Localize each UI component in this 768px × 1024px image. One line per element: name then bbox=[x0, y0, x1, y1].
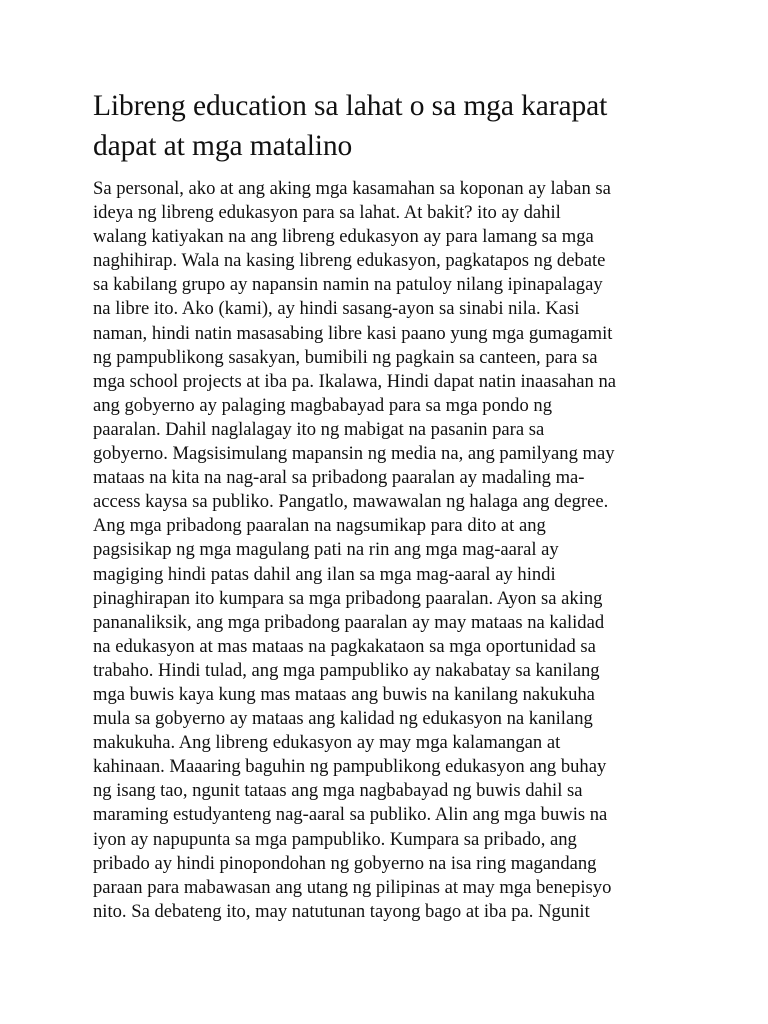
body-line: naman, hindi natin masasabing libre kasi paano yung mga gumagamit bbox=[93, 322, 613, 344]
body-line: ng isang tao, ngunit tataas ang mga nagbabayad ng buwis dahil sa bbox=[93, 780, 583, 802]
body-line: walang katiyakan na ang libreng edukasyon ay para lamang sa mga bbox=[93, 226, 594, 248]
document-body bbox=[93, 177, 693, 924]
body-line: mula sa gobyerno ay mataas ang kalidad ng edukasyon na kanilang bbox=[93, 708, 593, 730]
body-line: iyon ay napupunta sa mga pampubliko. Kumpara sa pribado, ang bbox=[93, 828, 577, 850]
body-line: pribado ay hindi pinopondohan ng gobyerno na isa ring magandang bbox=[93, 852, 597, 874]
title-line: Libreng education sa lahat o sa mga karapat bbox=[93, 90, 608, 122]
body-line: ideya ng libreng edukasyon para sa lahat. At bakit? ito ay dahil bbox=[93, 202, 561, 224]
body-line: na edukasyon at mas mataas na pagkakataon sa mga oportunidad sa bbox=[93, 635, 596, 657]
body-line: gobyerno. Magsisimulang mapansin ng media na, ang pamilyang may bbox=[93, 443, 615, 465]
body-line: paraan para mabawasan ang utang ng pilipinas at may mga benepisyo bbox=[93, 876, 612, 898]
body-line: sa kabilang grupo ay napansin namin na patuloy nilang ipinapalagay bbox=[93, 274, 603, 296]
body-line: pananaliksik, ang mga pribadong paaralan ay may mataas na kalidad bbox=[93, 611, 605, 633]
body-line: Sa personal, ako at ang aking mga kasamahan sa koponan ay laban sa bbox=[93, 178, 611, 199]
body-line: na libre ito. Ako (kami), ay hindi sasang-ayon sa sinabi nila. Kasi bbox=[93, 298, 580, 320]
body-line: magiging hindi patas dahil ang ilan sa mga mag-aaral ay hindi bbox=[93, 563, 556, 585]
document-title bbox=[93, 86, 713, 166]
body-line: ang gobyerno ay palaging magbabayad para sa mga pondo ng bbox=[93, 394, 553, 416]
title-line: dapat at mga matalino bbox=[93, 130, 353, 162]
body-line: naghihirap. Wala na kasing libreng edukasyon, pagkatapos ng debate bbox=[93, 250, 606, 272]
body-line: kahinaan. Maaaring baguhin ng pampublikong edukasyon ang buhay bbox=[93, 756, 607, 778]
body-line: access kaysa sa publiko. Pangatlo, mawawalan ng halaga ang degree. bbox=[93, 491, 609, 513]
body-line: Ang mga pribadong paaralan na nagsumikap para dito at ang bbox=[93, 515, 546, 537]
body-line: makukuha. Ang libreng edukasyon ay may mga kalamangan at bbox=[93, 732, 561, 754]
body-line: trabaho. Hindi tulad, ang mga pampubliko ay nakabatay sa kanilang bbox=[93, 659, 600, 681]
body-line: pinaghirapan ito kumpara sa mga pribadong paaralan. Ayon sa aking bbox=[93, 587, 603, 609]
body-line: pagsisikap ng mga magulang pati na rin ang mga mag-aaral ay bbox=[93, 539, 559, 561]
body-line: paaralan. Dahil naglalagay ito ng mabigat na pasanin para sa bbox=[93, 418, 545, 440]
body-line: mga school projects at iba pa. Ikalawa, Hindi dapat natin inaasahan na bbox=[93, 370, 617, 392]
body-line: maraming estudyanteng nag-aaral sa publiko. Alin ang mga buwis na bbox=[93, 804, 608, 826]
body-line: nito. Sa debateng ito, may natutunan tayong bago at iba pa. Ngunit bbox=[93, 900, 590, 922]
body-line: mataas na kita na nag-aral sa pribadong paaralan ay madaling ma- bbox=[93, 467, 585, 489]
body-line: ng pampublikong sasakyan, bumibili ng pagkain sa canteen, para sa bbox=[93, 346, 598, 368]
body-line: mga buwis kaya kung mas mataas ang buwis na kanilang nakukuha bbox=[93, 683, 595, 705]
